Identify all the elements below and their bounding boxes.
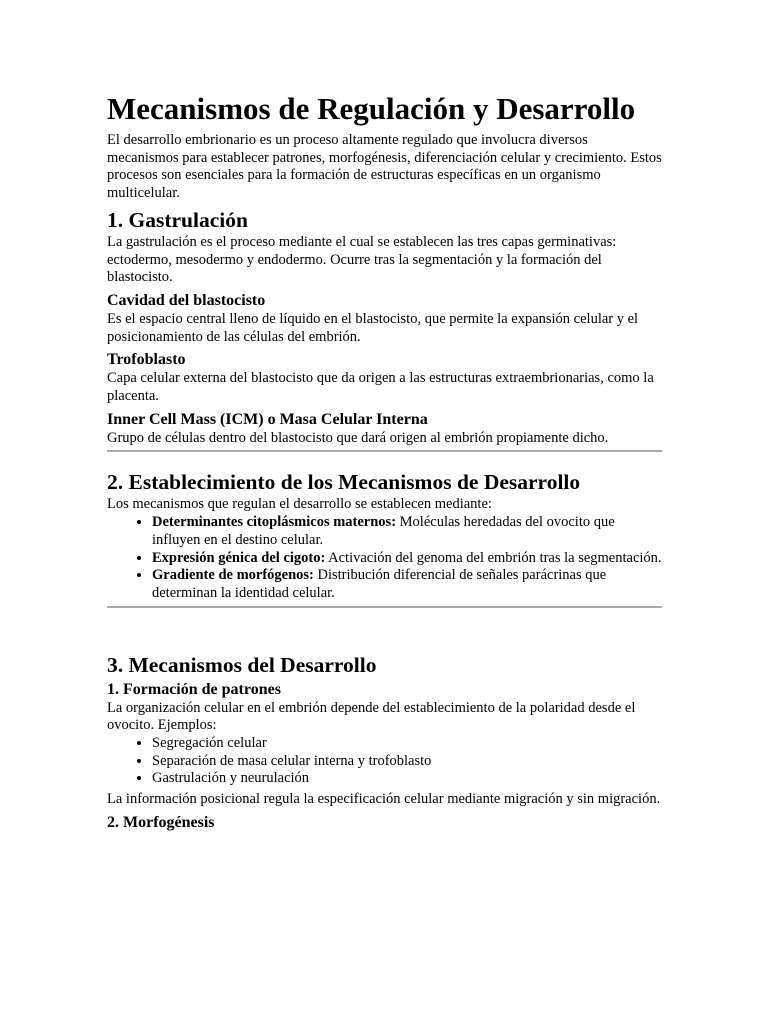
document-page bbox=[107, 90, 662, 833]
page-title: Mecanismos de Regulación y Desarrollo bbox=[107, 91, 636, 126]
list-item bbox=[152, 550, 662, 568]
list-item-desc: Activación del genoma del embrión tras la segmentación. bbox=[325, 549, 662, 566]
subheading-icm: Inner Cell Mass (ICM) o Masa Celular Interna bbox=[107, 410, 428, 428]
list-item-term: Determinantes citoplásmicos maternos: bbox=[152, 514, 397, 531]
subheading-cavidad: Cavidad del blastocisto bbox=[107, 291, 266, 309]
list-item: • Separación de masa celular interna y trofoblasto bbox=[152, 753, 662, 771]
section-1-heading: 1. Gastrulación bbox=[107, 207, 248, 232]
list-item-desc: Moléculas heredadas del ovocito que influyen en el destino celular. bbox=[152, 514, 615, 548]
list-item-term: Gradiente de morfógenos: bbox=[152, 567, 314, 584]
paragraph-trofoblasto: Capa celular externa del blastocisto que da origen a las estructuras extraembrionarias, como la placenta. bbox=[107, 370, 654, 405]
subheading-trofoblasto: Trofoblasto bbox=[107, 351, 186, 369]
section-2-paragraph: Los mecanismos que regulan el desarrollo se establecen mediante: bbox=[107, 496, 492, 513]
list-item: • Gastrulación y neurulación bbox=[152, 770, 662, 788]
section-1-paragraph: La gastrulación es el proceso mediante el cual se establecen las tres capas germinativas: ectodermo, mesodermo y endodermo. Ocurre tras la segmentación y la formación del blastocisto. bbox=[107, 233, 617, 286]
section-3-heading: 3. Mecanismos del Desarrollo bbox=[107, 652, 377, 677]
section-3-list bbox=[107, 735, 662, 788]
list-item bbox=[152, 567, 662, 602]
paragraph-icm: Grupo de células dentro del blastocisto que dará origen al embrión propiamente dicho. bbox=[107, 429, 609, 446]
list-item-term: Expresión génica del cigoto: bbox=[152, 549, 326, 566]
section-2-heading: 2. Establecimiento de los Mecanismos de Desarrollo bbox=[107, 470, 581, 495]
list-item bbox=[152, 514, 662, 549]
list-item-desc: Distribución diferencial de señales parácrinas que determinan la identidad celular. bbox=[152, 567, 607, 601]
subheading-formacion-patrones: 1. Formación de patrones bbox=[107, 680, 281, 698]
section-2-list bbox=[107, 514, 662, 603]
paragraph-cavidad: Es el espacio central lleno de líquido en el blastocisto, que permite la expansión celular y el posicionamiento de las células del embrión. bbox=[107, 310, 639, 345]
paragraph-formacion-patrones: La organización celular en el embrión depende del establecimiento de la polaridad desde el ovocito. Ejemplos: bbox=[107, 699, 636, 734]
list-item: • Segregación celular bbox=[152, 735, 662, 753]
paragraph-informacion-posicional: La información posicional regula la especificación celular mediante migración y sin migración. bbox=[107, 791, 661, 808]
subheading-morfogenesis: 2. Morfogénesis bbox=[107, 813, 215, 831]
intro-paragraph: El desarrollo embrionario es un proceso altamente regulado que involucra diversos mecanismos para establecer patrones, morfogénesis, diferenciación celular y crecimiento. Estos procesos son esenciales para la formación de estructuras específicas en un organismo multicelular. bbox=[107, 132, 662, 202]
